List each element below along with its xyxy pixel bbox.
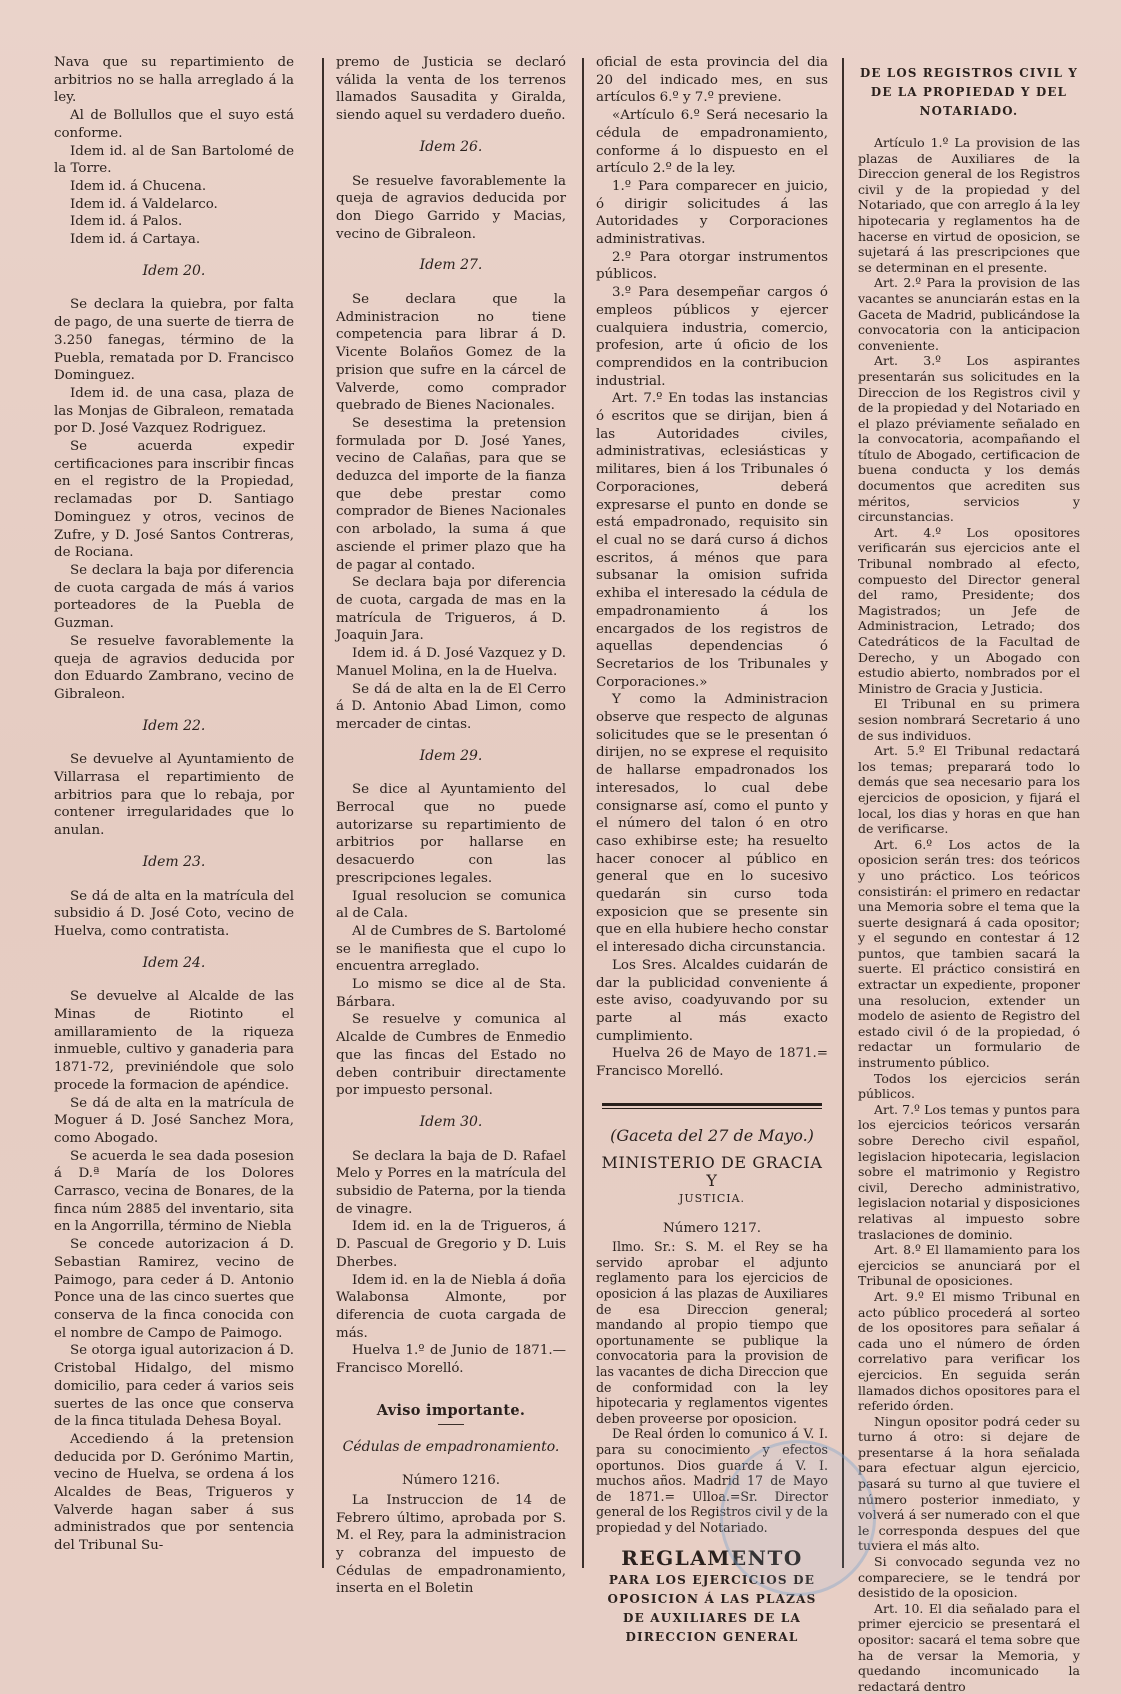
paragraph: Se concede autorizacion á D. Sebastian Ramirez, vecino de Paimogo, para ceder á D. Antonio Ponce una de las cinco suertes que conserva de la finca conocida con el nombre de Campo de Paimogo. [54, 1237, 294, 1341]
column-rule [582, 58, 584, 1568]
article: Art. 9.º El mismo Tribunal en acto público procederá al sorteo de los opositores para señalar á cada uno el número de órden correlativo para verificar los ejercicios. En seguida serán llamados dichos opositores para el referido órden. [858, 1288, 1080, 1414]
article: Art. 6.º Los actos de la oposicion serán tres: dos teóricos y uno práctico. Los teóricos consistirán: el primero en redactar una Memoria sobre el tema que la suerte designará á cada opositor; y el segundo en contestar á 12 puntos, que tambien sacará la suerte. El práctico consistirá en extractar un expediente, proponer una resolucion, extender un modelo de asiento de Registro del estado civil ó de la propiedad, ó redactar un formulario de instrumento público. [858, 836, 1080, 1071]
paragraph: Se otorga igual autorizacion á D. Cristobal Hidalgo, del mismo domicilio, para ceder á varios seis suertes de las once que conserva de la finca titulada Dehesa Boyal. [54, 1343, 294, 1430]
column-rule [322, 58, 324, 1568]
paragraph: Idem id. al de San Bartolomé de la Torre. [54, 143, 294, 177]
article: Art. 2.º Para la provision de las vacantes se anunciarán estas en la Gaceta de Madrid, publicándose la convocatoria con la anticipacion conveniente. [858, 275, 1080, 353]
section-heading: Idem 23. [142, 853, 206, 870]
source-note: (Gaceta del 27 de Mayo.) [610, 1125, 814, 1145]
article: Art. 5.º El Tribunal redactará los temas; preparará todo lo demás que sea necesario para los ejercicios de oposicion, y fijará el local, los dias y horas en que han de verificarse. [858, 743, 1080, 837]
column-4 [858, 54, 1080, 1694]
divider [438, 1424, 464, 1425]
reglamento-title: REGLAMENTO [621, 1545, 803, 1570]
paragraph: Se acuerda expedir certificaciones para inscribir fincas en el registro de la Propiedad, reclamadas por D. Santiago Dominguez y otros, vecinos de Zufre, y D. José Santos Contreras, de Rociana. [54, 439, 295, 561]
article: Art. 7.º Los temas y puntos para los ejercicios teóricos versarán sobre Derecho civil español, legislacion hipotecaria, legislacion sobre el matrimonio y Registro civil, Derecho administrativo, legislacion notarial y disposiciones relativas al impuesto sobre traslaciones de dominio. [858, 1101, 1080, 1242]
article: Ningun opositor podrá ceder su turno á otro: si dejare de presentarse á la hora señalada para efectuar algun ejercicio, pasará su turno al que tuviere el número posterior inmediato, y volverá á ser numerado con el que le corresponda despues del que tuviera el más alto. [858, 1413, 1080, 1554]
article: Artículo 1.º La provision de las plazas de Auxiliares de la Direccion general de los Registros civil y de la propiedad y del Notariado, que con arreglo á la ley hipotecaria y reglamentos ha de hacerse en virtud de oposicion, se sujetará á las prescripciones que se determinan en el presente. [858, 135, 1080, 275]
paragraph: Se resuelve y comunica al Alcalde de Cumbres de Enmedio que las fincas del Estado no deben contribuir directamente por impuesto personal. [336, 1012, 566, 1099]
column-1 [54, 54, 294, 1594]
paragraph: Idem id. en la de Trigueros, á D. Pascual de Gregorio y D. Luis Dherbes. [336, 1219, 566, 1270]
paragraph: Se dá de alta en la de El Cerro á D. Antonio Abad Limon, como mercader de cintas. [336, 681, 566, 732]
paragraph: Se acuerda le sea dada posesion á D.ª María de los Dolores Carrasco, vecina de Bonares, de la finca núm 2885 del inventario, sita en la Angorrilla, término de Niebla [54, 1148, 294, 1235]
article: Art. 8.º El llamamiento para los ejercicios se anunciará por el Tribunal de oposiciones. [858, 1242, 1080, 1289]
article: Art. 3.º Los aspirantes presentarán sus solicitudes en la Direccion de los Registros civil y de la propiedad y del Notariado en el plazo préviamente señalado en la convocatoria, acompañando el título de Abogado, certificacion de buena conducta y los demás documentos que acrediten sus méritos, servicios y circunstancias. [858, 353, 1080, 525]
paragraph: Se declara la baja de D. Rafael Melo y Porres en la matrícula del subsidio de Paterna, por la tienda de vinagre. [336, 1148, 566, 1217]
paragraph: Se dice al Ayuntamiento del Berrocal que no puede autorizarse su repartimiento de arbitrios por hallarse en desacuerdo con las prescripciones legales. [336, 782, 566, 886]
section-heading: Idem 26. [419, 138, 483, 155]
column-3 [596, 54, 828, 1645]
paragraph: De Real órden lo comunico á V. I. para su conocimiento y efectos oportunos. Dios guarde á V. I. muchos años. Madrid 17 de Mayo de 1871.= Ulloa.=Sr. Director general de los Registros civil y de la propiedad y del Notariado. [596, 1426, 828, 1535]
paragraph: Al de Bollullos que el suyo está conforme. [54, 108, 294, 141]
paragraph: Idem id. en la de Niebla á doña Walabonsa Almonte, por diferencia de cuota cargada de más. [336, 1272, 566, 1341]
paragraph: Se desestima la pretension formulada por D. José Yanes, vecino de Calañas, para que se deduzca del importe de la fianza que debe prestar como comprador de Bienes Nacionales con arbolado, la suma á que asciende el primer plazo que ha de pagar al contado. [336, 415, 566, 573]
paragraph: Y como la Administracion observe que respecto de algunas solicitudes que se le presentan ó dirijen, no se exprese el requisito de hallarse empadronados los interesados, lo cual debe consignarse así, como el punto y el número del talon ó en otro caso exhibirse este; ha resuelto hacer conocer al público en general que en lo sucesivo quedarán sin curso toda exposicion que se presente sin que en ella hubiere hecho constar el interesado dicha circunstancia. [596, 692, 828, 956]
paragraph: Ilmo. Sr.: S. M. el Rey se ha servido aprobar el adjunto reglamento para los ejercicios de oposicion á las plazas de Auxiliares de esa Direccion general; mandando al propio tiempo que oportunamente se publique la convocatoria para la provision de las vacantes de dicha Direccion que de conformidad con la ley hipotecaria y reglamentos vigentes deben proveerse por oposicion. [596, 1239, 828, 1426]
paragraph: Idem id. á Valdelarco. [70, 196, 218, 212]
paragraph: Los Sres. Alcaldes cuidarán de dar la publicidad conveniente á este aviso, coadyuvando por su parte al más exacto cumplimiento. [596, 957, 828, 1044]
paragraph: Se devuelve al Ayuntamiento de Villarrasa el repartimiento de arbitrios para que lo rebaja, por contener irregularidades que lo anulan. [54, 752, 294, 839]
paragraph: Idem id. á D. José Vazquez y D. Manuel Molina, en la de Huelva. [336, 646, 566, 679]
reglamento-subtitle: PARA LOS EJERCICIOS DE OPOSICION Á LAS PLAZAS DE AUXILIARES DE LA DIRECCION GENERAL [607, 1573, 817, 1645]
paragraph: Se declara baja por diferencia de cuota, cargada de mas en la matrícula de Trigueros, á D. Joaquin Jara. [336, 575, 566, 644]
paragraph: Idem id. de una casa, plaza de las Monjas de Gibraleon, rematada por D. José Vazquez Rodriguez. [54, 385, 294, 437]
article: Art. 10. El dia señalado para el primer ejercicio se presentará el opositor: sacará el tema sobre que ha de versar la Memoria, y quedando incomunicado la redactará dentro [858, 1600, 1080, 1694]
paragraph: Se resuelve favorablemente la queja de agravios deducida por don Eduardo Zambrano, vecino de Gibraleon. [54, 633, 294, 702]
paragraph: Se declara la quiebra, por falta de pago, de una suerte de tierra de 3.250 fanegas, término de la Puebla, rematada por D. Francisco Dominguez. [54, 297, 294, 384]
paragraph: premo de Justicia se declaró válida la venta de los terrenos llamados Sausadita y Giralda, siendo aquel su verdadero dueño. [336, 55, 566, 124]
paragraph: Se dá de alta en la matrícula de Moguer á D. José Sanchez Mora, como Abogado. [54, 1095, 294, 1146]
paragraph: Igual resolucion se comunica al de Cala. [336, 888, 566, 922]
section-heading: Idem 20. [142, 262, 206, 279]
ministry-title: JUSTICIA. [678, 1191, 746, 1205]
column-rule [842, 58, 844, 1568]
article: El Tribunal en su primera sesion nombrará Secretario á uno de sus individuos. [858, 696, 1080, 743]
paragraph: Nava que su repartimiento de arbitrios no se halla arreglado á la ley. [54, 55, 294, 106]
signature: Huelva 26 de Mayo de 1871.= Francisco Morelló. [596, 1046, 828, 1080]
paragraph: Se declara que la Administracion no tiene competencia para librar á D. Vicente Bolaños Gomez de la prision que sufre en la cárcel de Valverde, como comprador quebrado de Bienes Nacionales. [336, 292, 566, 414]
section-heading: Idem 30. [419, 1113, 483, 1130]
paragraph: «Artículo 6.º Será necesario la cédula de empadronamiento, conforme á lo dispuesto en el artículo 2.º de la ley. [596, 108, 828, 177]
paragraph: 1.º Para comparecer en juicio, ó dirigir solicitudes á las Autoridades y Corporaciones administrativas. [596, 178, 828, 248]
paragraph: 3.º Para desempeñar cargos ó empleos públicos y ejercer cualquiera industria, comercio, profesion, arte ú oficio de los comprendidos en la contribucion industrial. [596, 285, 828, 389]
reglamento-subtitle-cont: DE LOS REGISTROS CIVIL Y DE LA PROPIEDAD Y DEL NOTARIADO. [859, 66, 1079, 118]
paragraph: La Instruccion de 14 de Febrero último, aprobada por S. M. el Rey, para la administracion y cobranza del impuesto de Cédulas de empadronamiento, inserta en el Boletin [336, 1492, 566, 1597]
ministry-title: MINISTERIO DE GRACIA Y [601, 1153, 823, 1191]
paragraph: Idem id. á Palos. [70, 214, 183, 230]
article: Art. 4.º Los opositores verificarán sus ejercicios ante el Tribunal nombrado al efecto, compuesto del Director general del ramo, Presidente; dos Magistrados; un Jefe de Administracion, Letrado; dos Catedráticos de la Facultad de Derecho, y un Abogado con estudio abierto, nombrados por el Ministro de Gracia y Justicia. [858, 524, 1080, 696]
divider [602, 1108, 822, 1109]
item-number: Número 1217. [662, 1220, 762, 1236]
paragraph: oficial de esta provincia del dia 20 del indicado mes, en sus artículos 6.º y 7.º previene. [596, 55, 828, 106]
section-heading: Idem 22. [142, 717, 206, 734]
paragraph: 2.º Para otorgar instrumentos públicos. [596, 249, 828, 283]
paragraph: Se devuelve al Alcalde de las Minas de Riotinto el amillaramiento de la riqueza inmueble, cultivo y ganaderia para 1871-72, previniéndole que solo procede la formacion de apéndice. [54, 989, 294, 1093]
item-number: Número 1216. [401, 1473, 501, 1489]
article: Todos los ejercicios serán públicos. [858, 1070, 1080, 1102]
section-heading: Idem 24. [142, 954, 206, 971]
paragraph: Se declara la baja por diferencia de cuota cargada de más á varios porteadores de la Puebla de Guzman. [54, 562, 294, 632]
divider [602, 1103, 822, 1106]
paragraph: Idem id. á Chucena. [70, 178, 207, 194]
column-2 [336, 54, 566, 1597]
paragraph: Accediendo á la pretension deducida por D. Gerónimo Martin, vecino de Huelva, se ordena á los Alcaldes de Beas, Trigueros y Valverde hagan saber á sus administrados que por sentencia del Tribunal Su- [54, 1431, 294, 1554]
paragraph: Idem id. á Cartaya. [70, 232, 201, 248]
library-stamp [720, 1440, 876, 1596]
paragraph: Al de Cumbres de S. Bartolomé se le manifiesta que el cupo lo encuentra arreglado. [336, 923, 566, 975]
section-heading: Idem 29. [419, 747, 483, 764]
section-heading: Cédulas de empadronamiento. [342, 1438, 560, 1455]
signature: Huelva 1.º de Junio de 1871.— Francisco Morelló. [336, 1343, 566, 1377]
paragraph: Lo mismo se dice al de Sta. Bárbara. [336, 977, 566, 1010]
paragraph: Se resuelve favorablemente la queja de agravios deducida por don Diego Garrido y Macias, vecino de Gibraleon. [336, 173, 566, 242]
notice-heading: Aviso importante. [376, 1401, 526, 1419]
paragraph: Se dá de alta en la matrícula del subsidio á D. José Coto, vecino de Huelva, como contratista. [54, 888, 294, 939]
article: Si convocado segunda vez no compareciere, se le tendrá por desistido de la oposicion. [858, 1554, 1080, 1601]
section-heading: Idem 27. [419, 257, 483, 274]
paragraph: Art. 7.º En todas las instancias ó escritos que se dirijan, bien á las Autoridades civiles, administrativas, eclesiásticas y militares, bien á los Tribunales ó Corporaciones, deberá expresarse el punto en donde se está empadronado, requisito sin el cual no se dará curso á dichos escritos, á ménos que para subsanar la omision sufrida exhiba el interesado la cédula de empadronamiento á los encargados de los registros de aquellas dependencias ó Secretarios de los Tribunales y Corporaciones.» [596, 391, 828, 690]
